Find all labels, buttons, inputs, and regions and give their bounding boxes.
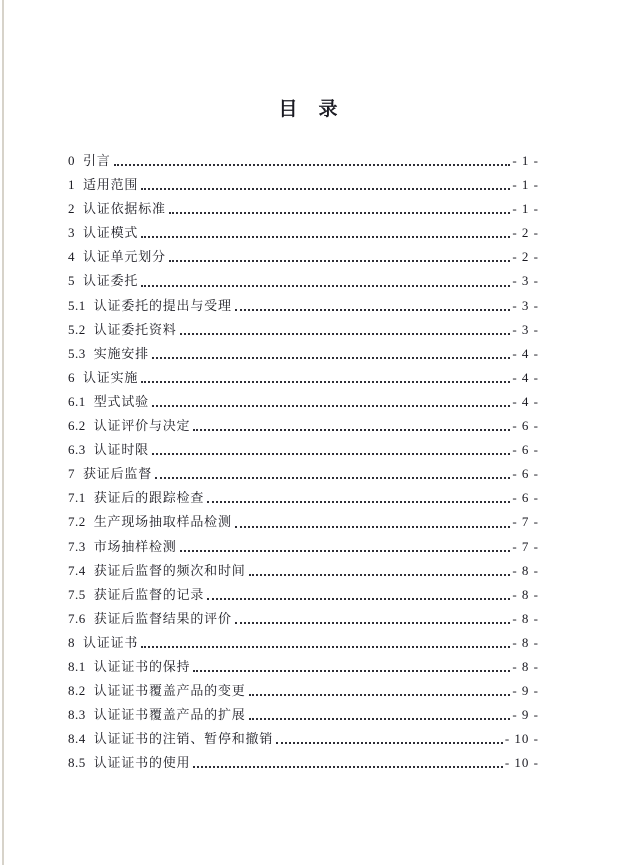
toc-entry-title: 认证证书的使用 — [93, 755, 191, 771]
toc-entry-title: 获证后监督的记录 — [93, 586, 205, 602]
toc-dot-leader — [155, 477, 510, 479]
toc-list — [68, 149, 539, 775]
toc-dot-leader — [235, 526, 511, 528]
toc-dot-leader — [152, 405, 510, 407]
page-title: 目 录 — [278, 99, 339, 120]
toc-entry-page: - 8 - — [512, 562, 539, 578]
toc-entry-title: 引言 — [83, 153, 111, 168]
toc-entry — [68, 631, 539, 655]
toc-dot-leader — [152, 453, 510, 455]
toc-entry-number: 5.2 — [68, 321, 86, 337]
toc-entry-title: 认证时限 — [93, 442, 149, 458]
toc-dot-leader — [235, 622, 511, 624]
toc-entry — [68, 438, 539, 462]
toc-dot-leader — [235, 309, 511, 311]
toc-entry — [68, 679, 539, 703]
toc-entry-number: 7.1 — [68, 490, 86, 506]
toc-entry — [68, 462, 539, 486]
toc-dot-leader — [193, 429, 510, 431]
toc-entry-page: - 9 - — [512, 707, 539, 723]
toc-entry — [68, 173, 539, 197]
toc-entry-page: - 4 - — [512, 369, 539, 385]
toc-entry-title: 生产现场抽取样品检测 — [93, 514, 232, 530]
toc-entry-number: 0 — [68, 153, 75, 168]
toc-dot-leader — [193, 670, 510, 672]
toc-entry-number: 8.4 — [68, 731, 86, 747]
toc-entry-number: 8 — [68, 634, 75, 650]
toc-entry — [68, 318, 539, 342]
toc-entry-number: 5.1 — [68, 297, 86, 313]
toc-dot-leader — [152, 357, 510, 359]
toc-entry-number: 7.3 — [68, 538, 86, 554]
toc-entry-number: 5 — [68, 273, 75, 289]
toc-entry-page: - 8 - — [512, 586, 539, 602]
toc-entry-title: 获证后监督的频次和时间 — [93, 562, 246, 578]
toc-entry-page: - 7 - — [512, 514, 539, 530]
toc-entry-title: 获证后的跟踪检查 — [93, 490, 205, 506]
toc-entry-title: 认证单元划分 — [83, 249, 166, 265]
toc-dot-leader — [141, 236, 510, 238]
toc-dot-leader — [249, 718, 511, 720]
toc-entry — [68, 149, 539, 173]
toc-entry-title: 市场抽样检测 — [93, 538, 177, 554]
toc-dot-leader — [276, 742, 503, 744]
toc-entry-page: - 10 - — [504, 731, 539, 747]
toc-entry-number: 8.1 — [68, 658, 86, 674]
toc-entry-page: - 8 - — [512, 658, 539, 674]
toc-dot-leader — [249, 694, 511, 696]
toc-entry — [68, 414, 539, 438]
toc-entry-title: 认证委托 — [83, 273, 139, 289]
toc-entry — [68, 559, 539, 583]
toc-entry-title: 认证证书的注销、暂停和撤销 — [93, 731, 274, 747]
toc-dot-leader — [141, 646, 510, 648]
toc-entry-number: 7.5 — [68, 586, 86, 602]
toc-entry-number: 8.5 — [68, 755, 86, 771]
toc-entry — [68, 510, 539, 534]
toc-entry-page: - 6 - — [512, 442, 539, 458]
toc-dot-leader — [141, 285, 510, 287]
toc-dot-leader — [249, 574, 511, 576]
toc-dot-leader — [193, 766, 502, 768]
toc-entry — [68, 245, 539, 269]
toc-entry-title: 认证委托的提出与受理 — [93, 297, 232, 313]
toc-entry-title: 认证证书的保持 — [93, 658, 191, 674]
toc-entry — [68, 269, 539, 293]
toc-entry — [68, 294, 539, 318]
toc-entry-title: 认证评价与决定 — [93, 418, 191, 434]
toc-dot-leader — [141, 381, 510, 383]
toc-entry-page: - 3 - — [512, 321, 539, 337]
toc-entry-title: 实施安排 — [93, 345, 149, 361]
toc-entry — [68, 390, 539, 414]
toc-entry — [68, 751, 539, 775]
toc-entry-number: 6.2 — [68, 418, 86, 434]
toc-entry — [68, 535, 539, 559]
toc-entry — [68, 366, 539, 390]
toc-entry-number: 6.1 — [68, 393, 86, 409]
toc-entry-page: - 6 - — [512, 466, 539, 482]
toc-entry-number: 7.2 — [68, 514, 86, 530]
toc-entry-number: 6 — [68, 369, 75, 385]
toc-entry-page: - 7 - — [512, 538, 539, 554]
toc-entry-number: 3 — [68, 225, 75, 241]
toc-entry-page: - 3 - — [512, 273, 539, 289]
toc-dot-leader — [169, 260, 511, 262]
toc-dot-leader — [207, 598, 510, 600]
toc-entry-number: 7 — [68, 466, 75, 482]
toc-entry-number: 6.3 — [68, 442, 86, 458]
toc-entry-page: - 6 - — [512, 418, 539, 434]
toc-entry-number: 8.2 — [68, 683, 86, 699]
toc-entry-page: - 2 - — [512, 225, 539, 241]
toc-entry-page: - 6 - — [512, 490, 539, 506]
toc-dot-leader — [169, 212, 511, 214]
toc-entry-number: 1 — [68, 177, 75, 193]
toc-entry-title: 型式试验 — [93, 393, 149, 409]
toc-entry-number: 2 — [68, 201, 75, 217]
toc-entry — [68, 486, 539, 510]
toc-entry — [68, 221, 539, 245]
toc-dot-leader — [141, 188, 510, 190]
toc-entry-title: 获证后监督 — [83, 466, 153, 482]
toc-entry — [68, 342, 539, 366]
toc-entry — [68, 703, 539, 727]
toc-entry-page: - 1 - — [512, 153, 539, 168]
toc-dot-leader — [180, 550, 511, 552]
toc-entry-page: - 4 - — [512, 393, 539, 409]
toc-entry-page: - 1 - — [512, 201, 539, 217]
toc-entry-number: 7.6 — [68, 610, 86, 626]
toc-entry-title: 认证证书 — [83, 634, 139, 650]
toc-entry-title: 适用范围 — [83, 177, 139, 193]
toc-entry — [68, 655, 539, 679]
toc-entry-title: 认证实施 — [83, 369, 139, 385]
toc-entry-title: 认证委托资料 — [93, 321, 177, 337]
toc-entry-page: - 10 - — [504, 755, 539, 771]
toc-entry-title: 认证模式 — [83, 225, 139, 241]
toc-entry-page: - 8 - — [512, 610, 539, 626]
toc-entry-page: - 8 - — [512, 634, 539, 650]
page-left-edge — [2, 0, 4, 865]
toc-entry-title: 认证证书覆盖产品的变更 — [93, 683, 246, 699]
toc-entry-page: - 9 - — [512, 683, 539, 699]
toc-entry — [68, 607, 539, 631]
toc-entry — [68, 727, 539, 751]
toc-entry-title: 获证后监督结果的评价 — [93, 610, 232, 626]
toc-entry-title: 认证证书覆盖产品的扩展 — [93, 707, 246, 723]
toc-entry-number: 4 — [68, 249, 75, 265]
toc-entry-page: - 2 - — [512, 249, 539, 265]
toc-dot-leader — [114, 164, 511, 166]
toc-dot-leader — [207, 501, 510, 503]
toc-dot-leader — [180, 333, 511, 335]
toc-entry-page: - 3 - — [512, 297, 539, 313]
toc-entry-number: 5.3 — [68, 345, 86, 361]
toc-entry — [68, 197, 539, 221]
toc-entry-page: - 1 - — [512, 177, 539, 193]
toc-entry-number: 7.4 — [68, 562, 86, 578]
toc-entry-number: 8.3 — [68, 707, 86, 723]
toc-entry-page: - 4 - — [512, 345, 539, 361]
toc-entry — [68, 583, 539, 607]
toc-entry-title: 认证依据标准 — [83, 201, 166, 217]
